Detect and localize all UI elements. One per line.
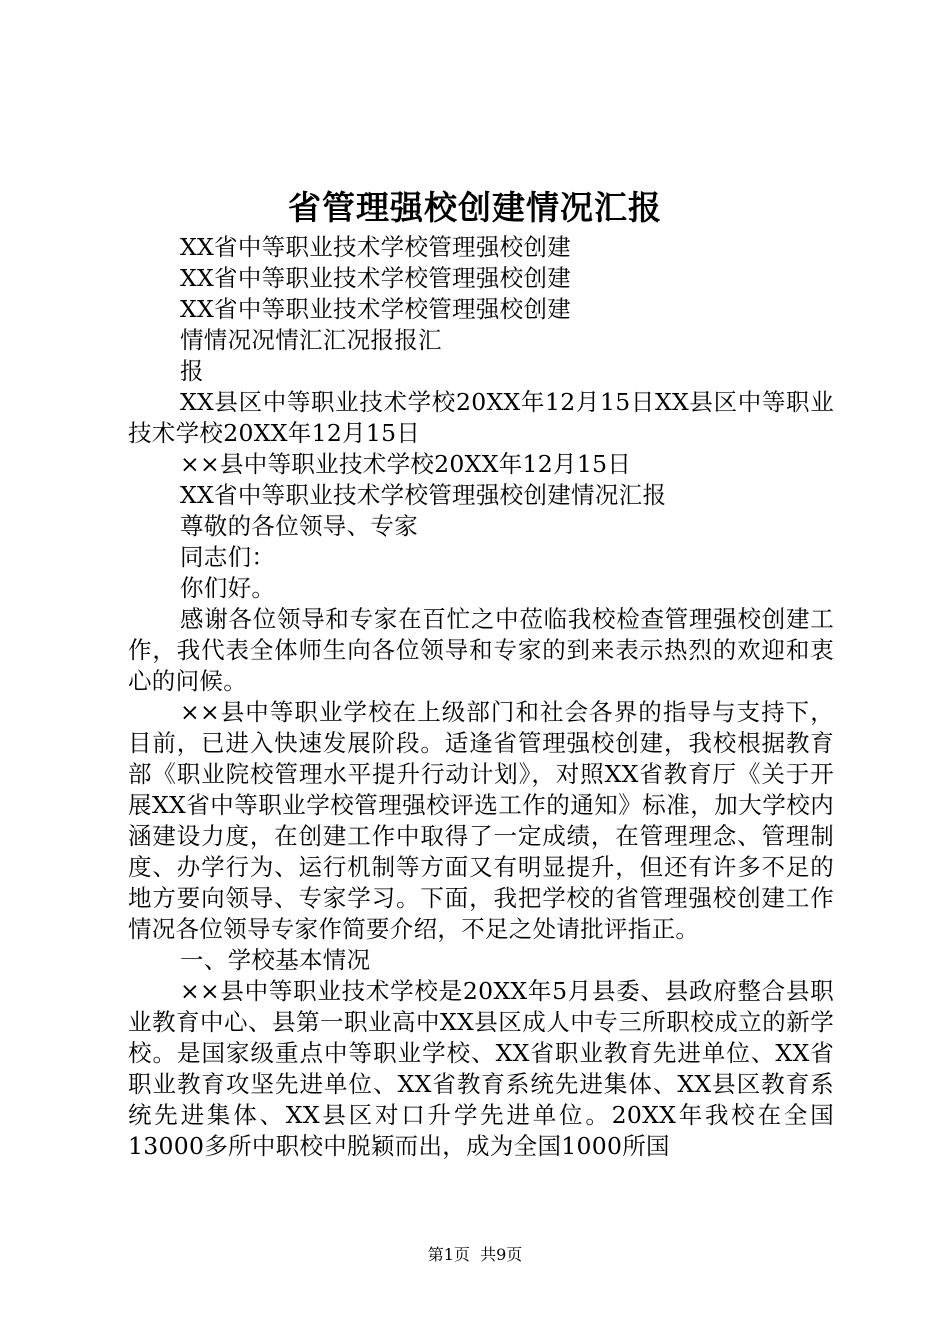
paragraph: 感谢各位领导和专家在百忙之中莅临我校检查管理强校创建工作，我代表全体师生向各位领导和专家的到来表示热烈的欢迎和衷心的问候。 [128,605,834,695]
paragraph: XX省中等职业技术学校管理强校创建 [180,264,572,292]
paragraph: XX省中等职业技术学校管理强校创建情况汇报 [180,481,667,509]
paragraph: ××县中等职业学校在上级部门和社会各界的指导与支持下，目前，已进入快速发展阶段。适逢省管理强校创建，我校根据教育部《职业院校管理水平提升行动计划》，对照XX省教育厅《关于开展XX省中等职业学校管理强校评选工作的通知》标准，加大学校内涵建设力度，在创建工作中取得了一定成绩，在管理理念、管理制度、办学行为、运行机制等方面又有明显提升，但还有许多不足的地方要向领导、专家学习。下面，我把学校的省管理强校创建工作情况各位领导专家作简要介绍，不足之处请批评指正。 [128,698,834,943]
paragraph: 报 [180,357,204,385]
document-title: 省管理强校创建情况汇报 [288,188,662,227]
page-number-footer: 第1页 共9页 [427,1245,523,1264]
salutation: 尊敬的各位领导、专家 [180,512,418,540]
paragraph: XX省中等职业技术学校管理强校创建 [180,233,572,261]
section-heading: 一、学校基本情况 [180,946,371,974]
paragraph: ××县中等职业技术学校20XX年12月15日 [180,450,632,478]
salutation: 同志们： [180,543,276,571]
paragraph: 情情况况情汇汇况报报汇 [180,326,442,354]
greeting: 你们好。 [180,574,276,602]
document-body [128,232,834,1162]
paragraph: XX省中等职业技术学校管理强校创建 [180,295,572,323]
paragraph: ××县中等职业技术学校是20XX年5月县委、县政府整合县职业教育中心、县第一职业高中XX县区成人中专三所职校成立的新学校。是国家级重点中等职业学校、XX省职业教育先进单位、XX省职业教育攻坚先进单位、XX省教育系统先进集体、XX县区教育系统先进集体、XX县区对口升学先进单位。20XX年我校在全国13000多所中职校中脱颖而出，成为全国1000所国 [128,977,834,1160]
paragraph: XX县区中等职业技术学校20XX年12月15日XX县区中等职业技术学校20XX年12月15日 [128,388,834,447]
